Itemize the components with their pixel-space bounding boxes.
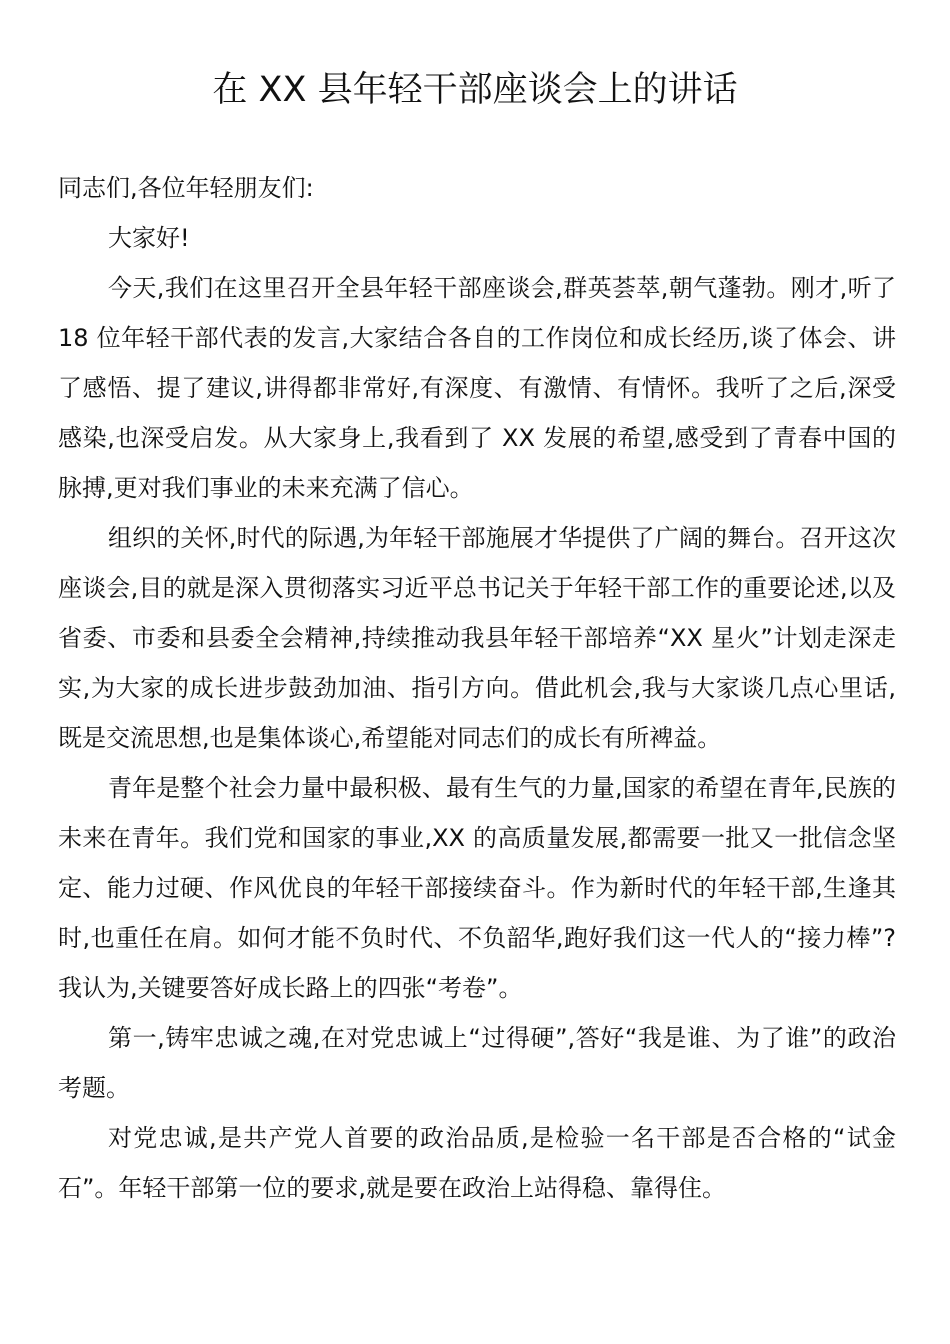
greeting: 大家好! [108,224,190,252]
paragraph: 对党忠诚,是共产党人首要的政治品质,是检验一名干部是否合格的“试金石”。年轻干部第一位的要求,就是要在政治上站得稳、靠得住。 [58,1124,896,1202]
document-body [58,163,896,1213]
paragraph: 今天,我们在这里召开全县年轻干部座谈会,群英荟萃,朝气蓬勃。刚才,听了 18 位年轻干部代表的发言,大家结合各自的工作岗位和成长经历,谈了体会、讲了感悟、提了建议,讲得都非常好,有深度、有激情、有情怀。我听了之后,深受感染,也深受启发。从大家身上,我看到了 XX 发展的希望,感受到了青春中国的脉搏,更对我们事业的未来充满了信心。 [58,274,896,502]
document-title: 在 XX 县年轻干部座谈会上的讲话 [212,70,738,110]
paragraph: 第一,铸牢忠诚之魂,在对党忠诚上“过得硬”,答好“我是谁、为了谁”的政治考题。 [58,1024,896,1102]
salutation: 同志们,各位年轻朋友们: [58,174,314,202]
paragraph: 青年是整个社会力量中最积极、最有生气的力量,国家的希望在青年,民族的未来在青年。我们党和国家的事业,XX 的高质量发展,都需要一批又一批信念坚定、能力过硬、作风优良的年轻干部接续奋斗。作为新时代的年轻干部,生逢其时,也重任在肩。如何才能不负时代、不负韶华,跑好我们这一代人的“接力棒”?我认为,关键要答好成长路上的四张“考卷”。 [58,774,896,1002]
paragraph: 组织的关怀,时代的际遇,为年轻干部施展才华提供了广阔的舞台。召开这次座谈会,目的就是深入贯彻落实习近平总书记关于年轻干部工作的重要论述,以及省委、市委和县委全会精神,持续推动我县年轻干部培养“XX 星火”计划走深走实,为大家的成长进步鼓劲加油、指引方向。借此机会,我与大家谈几点心里话,既是交流思想,也是集体谈心,希望能对同志们的成长有所裨益。 [58,524,896,752]
